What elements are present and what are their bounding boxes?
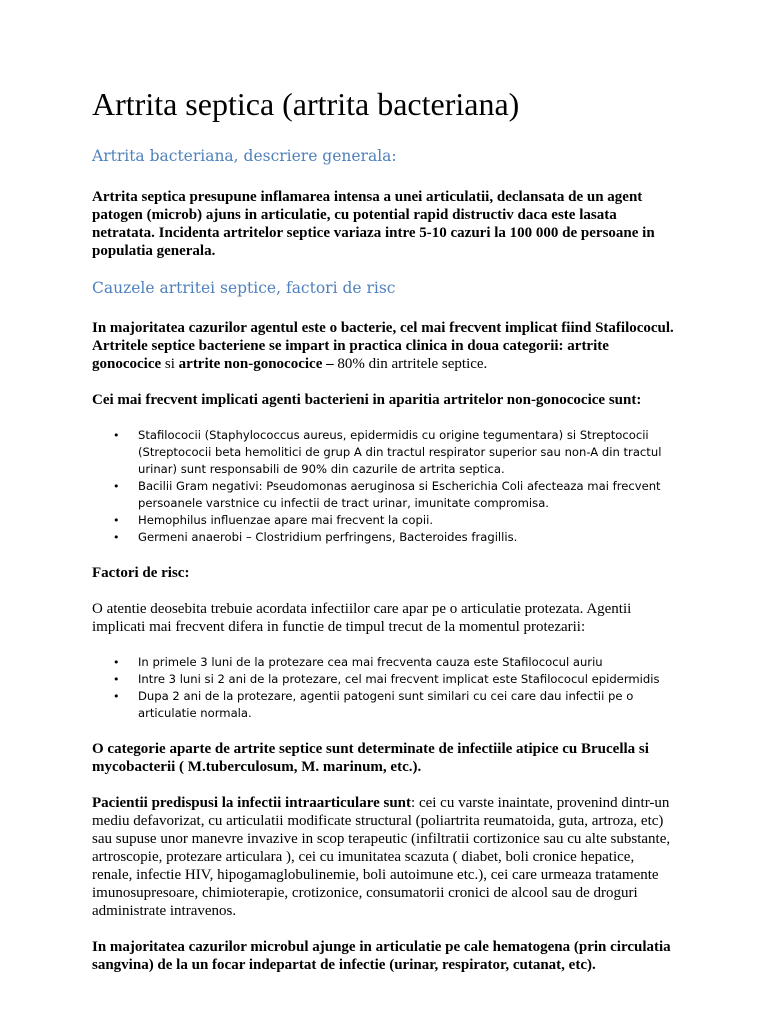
list-prosthetic-agents xyxy=(92,654,676,722)
list-item: • Dupa 2 ani de la protezare, agentii patogeni sunt similari cu cei care dau infectii pe o articulatie normala. xyxy=(113,689,634,720)
section-heading-description: Artrita bacteriana, descriere generala: xyxy=(92,147,397,165)
bullet-icon: • xyxy=(113,656,120,669)
bullet-icon: • xyxy=(113,514,120,527)
list-item: • Germeni anaerobi – Clostridium perfringens, Bacteroides fragillis. xyxy=(113,530,518,544)
bullet-icon: • xyxy=(113,690,120,703)
list-item: • Bacilii Gram negativi: Pseudomonas aeruginosa si Escherichia Coli afecteaza mai frecvent persoanele varstnice cu infectii de tract urinar, imunitate compromisa. xyxy=(113,479,661,510)
section-heading-causes: Cauzele artritei septice, factori de risc xyxy=(92,279,396,297)
text-percentage: 80% din artritele septice. xyxy=(337,356,488,372)
text-bold-categories: In majoritatea cazurilor agentul este o bacterie, cel mai frecvent implicat fiind Stafilococul. Artritele septice bacteriene se impart in practica clinica in doua categorii: artrite gonococice xyxy=(92,320,674,372)
paragraph-general-description: Artrita septica presupune inflamarea intensa a unei articulatii, declansata de un agent patogen (microb) ajuns in articulatie, cu potential rapid distructiv daca este lasata netratata. Incidenta artritelor septice variaza intre 5-10 cazuri la 100 000 de persoane in populatia generala. xyxy=(92,189,655,259)
bullet-icon: • xyxy=(113,480,120,493)
paragraph-atypical-infections: O categorie aparte de artrite septice sunt determinate de infectiile atipice cu Brucella si mycobacterii ( M.tuberculosum, M. marinum, etc.). xyxy=(92,741,649,775)
paragraph-prosthetic-joint: O atentie deosebita trebuie acordata infectiilor care apar pe o articulatie protezata. Agentii implicati mai frecvent difera in functie de timpul trecut de la momentul protezarii: xyxy=(92,601,632,635)
list-item: • Stafilococii (Staphylococcus aureus, epidermidis cu origine tegumentara) si Streptococii (Streptococii beta hemolitici de grup A din tractul respirator superior sau non-A din tractul urinar) sunt responsabili de 90% din cazurile de artrita septica. xyxy=(113,428,662,476)
bullet-icon: • xyxy=(113,429,120,442)
paragraph-bacteria-categories xyxy=(92,319,676,373)
paragraph-hematogenous-spread: In majoritatea cazurilor microbul ajunge in articulatie pe cale hematogena (prin circulatia sangvina) de la un focar indepartat de infectie (urinar, respirator, cutanat, etc). xyxy=(92,939,671,973)
paragraph-risk-factors-label: Factori de risc: xyxy=(92,565,190,581)
list-item: • In primele 3 luni de la protezare cea mai frecventa cauza este Stafilococul auriu xyxy=(113,655,603,669)
text-si: si xyxy=(161,356,179,372)
paragraph-predisposed-patients xyxy=(92,794,676,920)
bullet-icon: • xyxy=(113,531,120,544)
paragraph-agents-intro: Cei mai frecvent implicati agenti bacterieni in aparitia artritelor non-gonococice sunt: xyxy=(92,392,642,408)
text-bold-non-gonococcal: artrite non-gonococice – xyxy=(178,356,338,372)
list-item: • Hemophilus influenzae apare mai frecvent la copii. xyxy=(113,513,434,527)
list-item: • Intre 3 luni si 2 ani de la protezare, cel mai frecvent implicat este Stafilococul epidermidis xyxy=(113,672,660,686)
text-predisposed-details: : cei cu varste inaintate, provenind dintr-un mediu defavorizat, cu articulatii modificate structural (poliartrita reumatoida, guta, artroza, etc) sau supuse unor manevre invazive in scop terapeutic (infiltratii cortizonice sau cu alte substante, artroscopie, protezare articulara ), cei cu imunitatea scazuta ( diabet, boli cronice hepatice, renale, infectie HIV, hipogamaglobulinemie, boli autoimune etc.), cei care urmeaza tratamente imunosupresoare, chimioterapie, crotizonice, consumatorii cronici de alcool sau de droguri administrate intravenos. xyxy=(92,795,671,919)
bullet-icon: • xyxy=(113,673,120,686)
list-bacterial-agents xyxy=(92,427,676,546)
text-bold-predisposed: Pacientii predispusi la infectii intraarticulare sunt xyxy=(92,795,412,811)
document-title: Artrita septica (artrita bacteriana) xyxy=(92,86,520,122)
